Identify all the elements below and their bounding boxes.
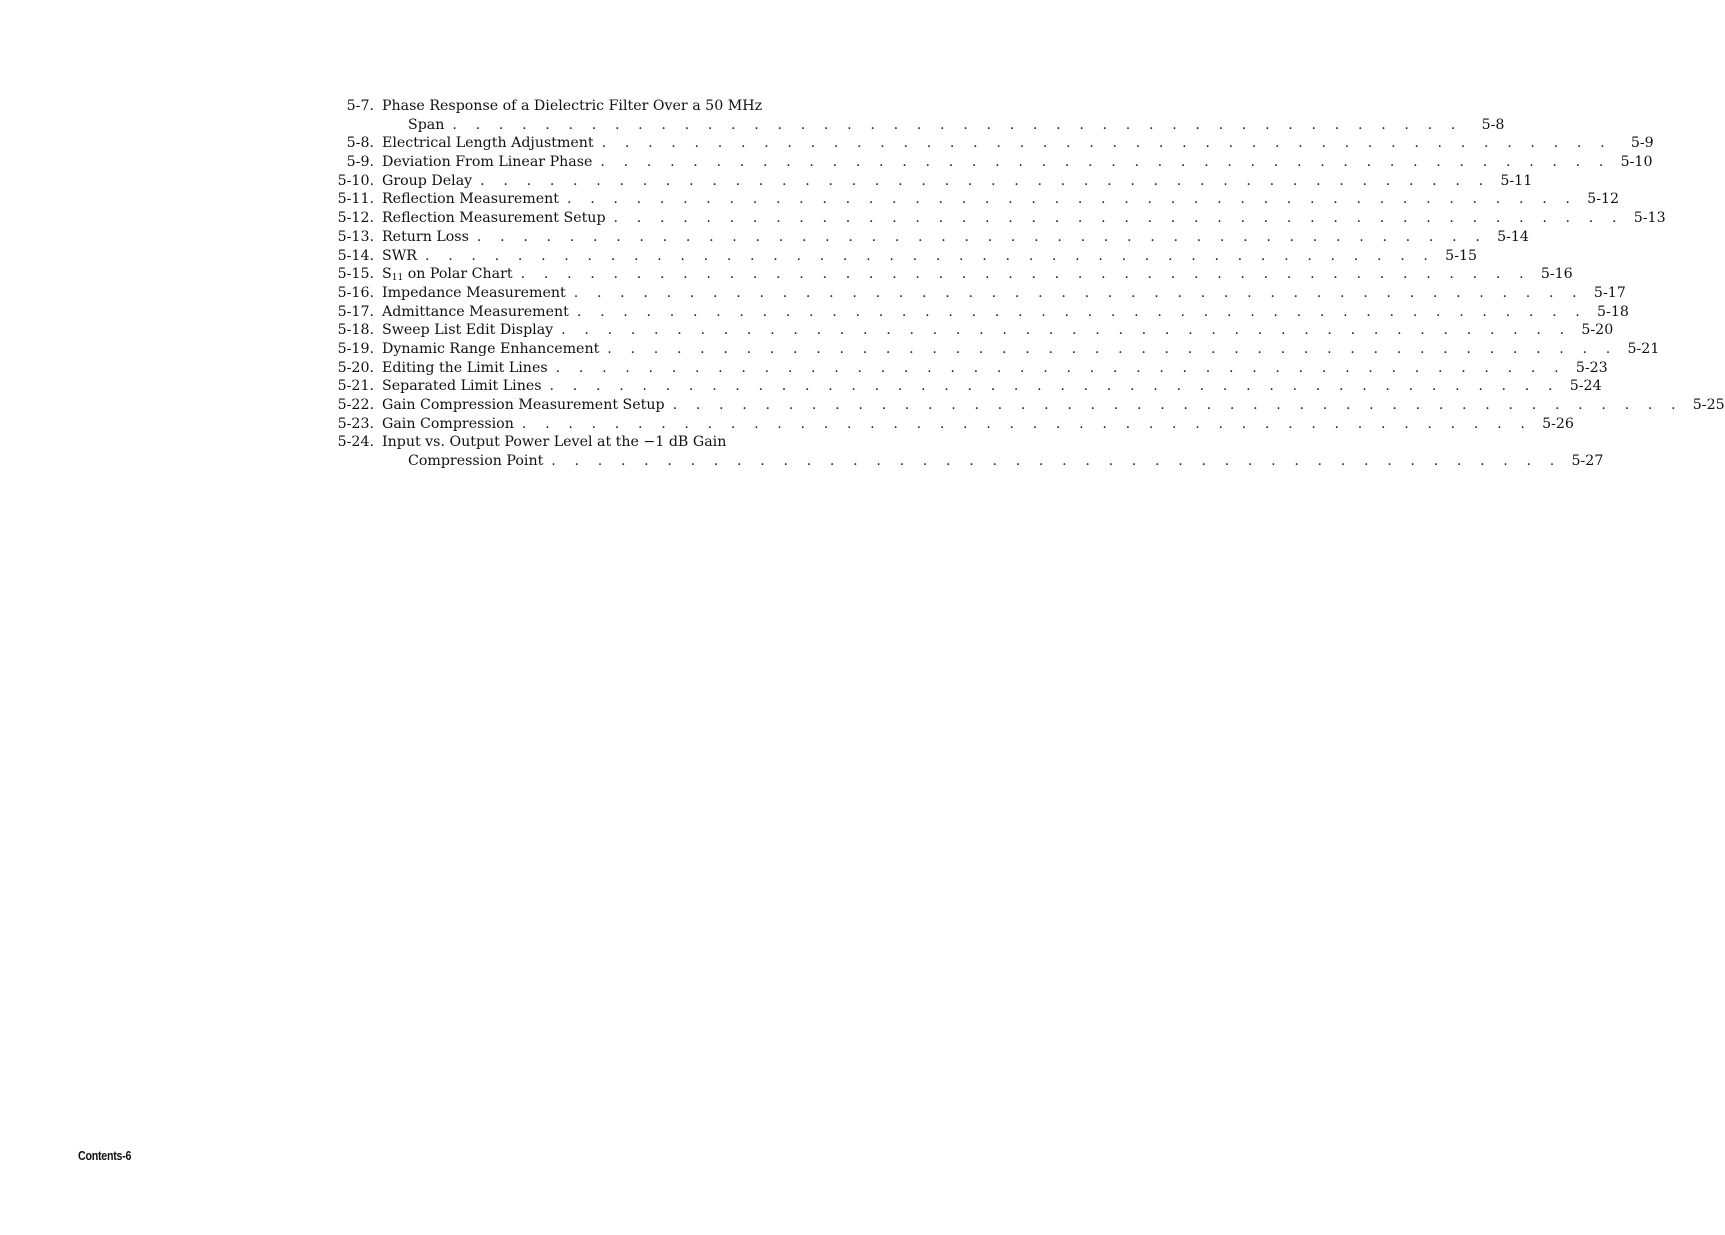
toc-entry-title: Reflection Measurement Setup <box>382 210 606 227</box>
toc-entry[interactable] <box>336 433 1604 470</box>
toc-entry-number: 5-16. <box>337 284 374 301</box>
toc-entry[interactable] <box>336 172 1533 191</box>
toc-entry-page: 5-8 <box>1481 116 1505 133</box>
toc-entry-title: Dynamic Range Enhancement <box>382 340 600 357</box>
dot-leader: . . . . . . . . . . . . . . . . . . . . . . . . . . . . . . . . . . . . . . . . . . . . <box>607 340 1618 357</box>
toc-entry[interactable] <box>336 190 1620 209</box>
dot-leader: . . . . . . . . . . . . . . . . . . . . . . . . . . . . . . . . . . . . . . . . . . . . <box>561 322 1572 339</box>
toc-entry-title: Return Loss <box>382 228 469 245</box>
toc-entry[interactable] <box>336 265 1573 284</box>
toc-entry-page: 5-9 <box>1630 135 1654 152</box>
toc-entry-number: 5-22. <box>337 397 374 414</box>
toc-entry[interactable] <box>336 97 1505 134</box>
dot-leader: . . . . . . . . . . . . . . . . . . . . . . . . . . . . . . . . . . . . . . . . . . . . <box>480 172 1491 189</box>
toc-entry[interactable] <box>336 340 1660 359</box>
toc-entry[interactable] <box>336 415 1574 434</box>
toc-entry-page: 5-14 <box>1497 228 1529 245</box>
toc-entry[interactable] <box>336 377 1602 396</box>
toc-entry-page: 5-11 <box>1500 172 1533 189</box>
toc-entry-title-prefix: S <box>382 266 392 283</box>
toc-entry-title: Sweep List Edit Display <box>382 322 554 339</box>
toc-entry-number: 5-20. <box>337 359 374 376</box>
toc-entry-title: Separated Limit Lines <box>382 378 542 395</box>
dot-leader: . . . . . . . . . . . . . . . . . . . . . . . . . . . . . . . . . . . . . . . . . . . . <box>672 397 1683 414</box>
toc-entry-number: 5-24. <box>337 434 374 451</box>
toc-entry-page: 5-12 <box>1587 191 1620 208</box>
toc-entry[interactable] <box>336 284 1626 303</box>
dot-leader: . . . . . . . . . . . . . . . . . . . . . . . . . . . . . . . . . . . . . . . . . . . . <box>573 284 1584 301</box>
toc-entry-title-line1: Phase Response of a Dielectric Filter Over a 50 MHz <box>382 98 763 114</box>
toc-entry-title-wrap <box>382 265 513 284</box>
toc-entry-page: 5-24 <box>1569 378 1602 395</box>
toc-entry-number: 5-21. <box>337 378 374 395</box>
toc-entry-page: 5-25 <box>1692 397 1725 414</box>
toc-entry-page: 5-26 <box>1542 415 1574 432</box>
toc-entry-number: 5-15. <box>337 266 374 283</box>
dot-leader: . . . . . . . . . . . . . . . . . . . . . . . . . . . . . . . . . . . . . . . . . . . . <box>576 303 1587 320</box>
toc-entry[interactable] <box>336 153 1653 172</box>
toc-entry-title: on Polar Chart <box>403 266 513 283</box>
toc-entry-title: Span <box>408 116 445 133</box>
toc-entry-page: 5-13 <box>1633 210 1666 227</box>
toc-entry-page: 5-23 <box>1575 359 1608 376</box>
page-footer-label: Contents-6 <box>78 1148 132 1163</box>
toc-entry[interactable] <box>336 303 1629 322</box>
toc-entry-page: 5-27 <box>1571 453 1604 470</box>
toc-entry-title: Reflection Measurement <box>382 191 559 208</box>
toc-entry-title-subscript: 11 <box>391 273 404 284</box>
toc-entry-number: 5-23. <box>337 415 374 432</box>
toc-entry-title: Impedance Measurement <box>382 284 566 301</box>
toc-entry-title: Gain Compression <box>382 415 514 432</box>
toc-entry-number: 5-7. <box>346 98 374 114</box>
toc-entry-number: 5-9. <box>346 154 374 171</box>
toc-entry-page: 5-18 <box>1597 303 1629 320</box>
dot-leader: . . . . . . . . . . . . . . . . . . . . . . . . . . . . . . . . . . . . . . . . . . . . <box>600 154 1611 171</box>
dot-leader: . . . . . . . . . . . . . . . . . . . . . . . . . . . . . . . . . . . . . . . . . . . . <box>566 191 1578 208</box>
toc-entry-page: 5-15 <box>1445 247 1478 264</box>
toc-entry[interactable] <box>336 396 1725 415</box>
toc-entry-number: 5-17. <box>337 303 374 320</box>
toc-entry-page: 5-16 <box>1540 266 1573 283</box>
dot-leader: . . . . . . . . . . . . . . . . . . . . . . . . . . . . . . . . . . . . . . . . . . . . <box>452 116 1463 133</box>
dot-leader: . . . . . . . . . . . . . . . . . . . . . . . . . . . . . . . . . . . . . . . . . . . . <box>424 247 1436 264</box>
dot-leader: . . . . . . . . . . . . . . . . . . . . . . . . . . . . . . . . . . . . . . . . . . . . <box>613 210 1624 227</box>
toc-entry-number: 5-13. <box>337 228 374 245</box>
toc-entry-title: Electrical Length Adjustment <box>382 135 594 152</box>
toc-entry[interactable] <box>336 228 1529 247</box>
toc-entry-title: Deviation From Linear Phase <box>382 154 593 171</box>
dot-leader: . . . . . . . . . . . . . . . . . . . . . . . . . . . . . . . . . . . . . . . . . . . . <box>521 415 1532 432</box>
toc-entry-page: 5-17 <box>1593 284 1626 301</box>
dot-leader: . . . . . . . . . . . . . . . . . . . . . . . . . . . . . . . . . . . . . . . . . . . . <box>601 135 1612 152</box>
toc-entry-number: 5-10. <box>337 172 374 189</box>
toc-entry-title: SWR <box>382 247 417 264</box>
toc-entry-page: 5-20 <box>1581 322 1614 339</box>
toc-entry-page: 5-21 <box>1627 340 1660 357</box>
toc-entry-number: 5-18. <box>337 322 374 339</box>
dot-leader: . . . . . . . . . . . . . . . . . . . . . . . . . . . . . . . . . . . . . . . . . . . . <box>555 359 1566 376</box>
toc-entry[interactable] <box>336 134 1654 153</box>
table-of-contents-list <box>336 97 1725 471</box>
toc-entry-title: Admittance Measurement <box>382 303 569 320</box>
toc-entry-number: 5-8. <box>346 135 374 152</box>
dot-leader: . . . . . . . . . . . . . . . . . . . . . . . . . . . . . . . . . . . . . . . . . . . . <box>551 453 1562 470</box>
toc-entry-number: 5-14. <box>337 247 374 264</box>
toc-entry[interactable] <box>336 359 1608 378</box>
toc-entry-number: 5-19. <box>337 340 374 357</box>
toc-entry[interactable] <box>336 209 1666 228</box>
toc-entry-title-line1: Input vs. Output Power Level at the −1 dB Gain <box>382 434 727 451</box>
toc-entry-number: 5-12. <box>337 210 374 227</box>
dot-leader: . . . . . . . . . . . . . . . . . . . . . . . . . . . . . . . . . . . . . . . . . . . . <box>549 378 1560 395</box>
toc-entry-title: Compression Point <box>408 453 544 470</box>
toc-entry-page: 5-10 <box>1620 154 1653 171</box>
toc-entry-number: 5-11. <box>337 191 374 208</box>
toc-entry[interactable] <box>336 247 1478 266</box>
dot-leader: . . . . . . . . . . . . . . . . . . . . . . . . . . . . . . . . . . . . . . . . . . . . <box>520 266 1531 283</box>
dot-leader: . . . . . . . . . . . . . . . . . . . . . . . . . . . . . . . . . . . . . . . . . . . . <box>476 228 1487 245</box>
toc-entry-title: Editing the Limit Lines <box>382 359 548 376</box>
toc-entry[interactable] <box>336 321 1614 340</box>
toc-entry-title: Group Delay <box>382 172 473 189</box>
toc-entry-title: Gain Compression Measurement Setup <box>382 397 665 414</box>
